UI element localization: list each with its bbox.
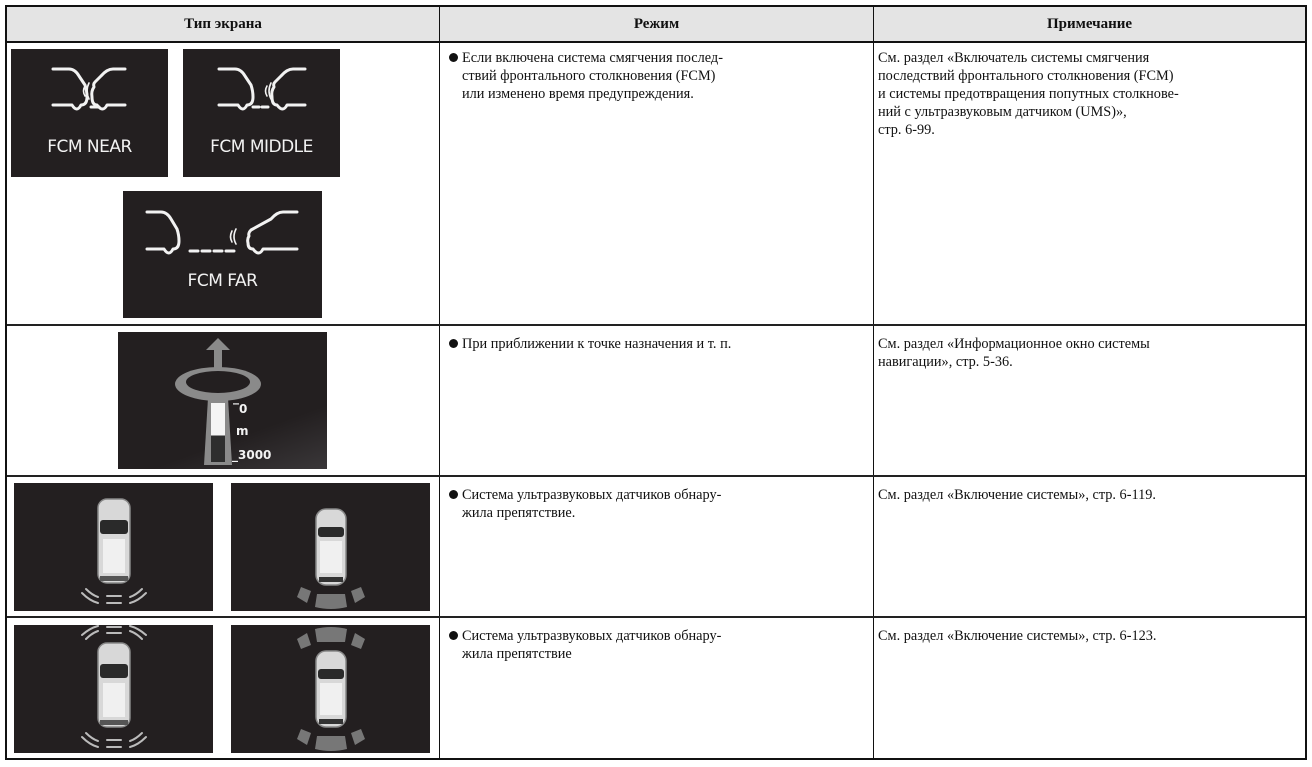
note-line: последствий фронтального столкновения (FCM): [878, 68, 1174, 84]
header-screen-type: Тип экрана: [184, 16, 262, 32]
fcm-near-label: FCM NEAR: [47, 137, 132, 157]
mode-line: жила препятствие: [462, 646, 572, 662]
scale-top-label: ‾0: [233, 402, 248, 416]
row-3-mode: [449, 486, 869, 522]
bullet-icon: [449, 53, 458, 62]
note-line: См. раздел «Информационное окно системы: [878, 336, 1150, 352]
row-1-note: [878, 49, 1303, 139]
fcm-far-screen: [123, 191, 322, 318]
mode-line: жила препятствие.: [462, 505, 576, 521]
column-divider: [873, 7, 874, 758]
row-4-mode: [449, 627, 869, 663]
mode-line: ствий фронтального столкновения (FCM): [462, 68, 716, 84]
row-2-note: [878, 335, 1303, 371]
fcm-middle-label: FCM MIDDLE: [210, 137, 313, 157]
note-line: навигации», стр. 5-36.: [878, 354, 1013, 370]
scale-unit-label: m: [236, 424, 249, 438]
column-divider: [439, 7, 440, 758]
front-rear-sensor-waves-screen: [14, 625, 213, 753]
row-4-note: [878, 627, 1303, 645]
scale-bottom-label: _3000: [232, 448, 272, 462]
mode-line: или изменено время предупреждения.: [462, 86, 694, 102]
row-2-mode: [449, 335, 869, 353]
row-divider: [7, 616, 1305, 618]
car-top-view: [98, 499, 130, 583]
front-rear-sensor-waves-icon: [14, 625, 213, 753]
row-divider: [7, 475, 1305, 477]
row-3-note: [878, 486, 1303, 504]
car-top-view: [316, 509, 346, 585]
front-rear-sensor-segments-screen: [231, 625, 430, 753]
mode-line: При приближении к точке назначения и т. п.: [462, 336, 732, 352]
fcm-near-screen: [11, 49, 168, 177]
note-line: и системы предотвращения попутных столкнове-: [878, 86, 1179, 102]
table-header: [7, 7, 1305, 43]
front-rear-sensor-segments-icon: [231, 625, 430, 753]
mode-line: Система ультразвуковых датчиков обнару-: [462, 487, 722, 503]
row-1-mode: [449, 49, 869, 103]
note-line: См. раздел «Включение системы», стр. 6-119.: [878, 487, 1156, 503]
note-line: См. раздел «Включатель системы смягчения: [878, 50, 1150, 66]
navigation-distance-icon: [118, 332, 327, 469]
header-note: Примечание: [1046, 16, 1133, 32]
car-top-view: [316, 651, 346, 727]
row-divider: [7, 324, 1305, 326]
fcm-far-label: FCM FAR: [187, 271, 258, 291]
note-line: См. раздел «Включение системы», стр. 6-123.: [878, 628, 1157, 644]
note-line: ний с ультразвуковым датчиком (UMS)»,: [878, 104, 1127, 120]
bullet-icon: [449, 490, 458, 499]
car-top-view: [98, 643, 130, 727]
fcm-far-icon: [123, 191, 322, 318]
mode-line: Если включена система смягчения послед-: [462, 50, 723, 66]
bullet-icon: [449, 339, 458, 348]
rear-sensor-waves-screen: [14, 483, 213, 611]
navigation-screen: [118, 332, 327, 469]
fcm-near-icon: [11, 49, 168, 177]
rear-sensor-segments-screen: [231, 483, 430, 611]
bullet-icon: [449, 631, 458, 640]
note-line: стр. 6-99.: [878, 122, 935, 138]
fcm-middle-icon: [183, 49, 340, 177]
distance-remaining-bar: [211, 403, 225, 436]
rear-sensor-segments-icon: [231, 483, 430, 611]
header-mode: Режим: [633, 16, 680, 32]
rear-sensor-waves-icon: [14, 483, 213, 611]
fcm-middle-screen: [183, 49, 340, 177]
display-types-table: [5, 5, 1307, 760]
mode-line: Система ультразвуковых датчиков обнару-: [462, 628, 722, 644]
